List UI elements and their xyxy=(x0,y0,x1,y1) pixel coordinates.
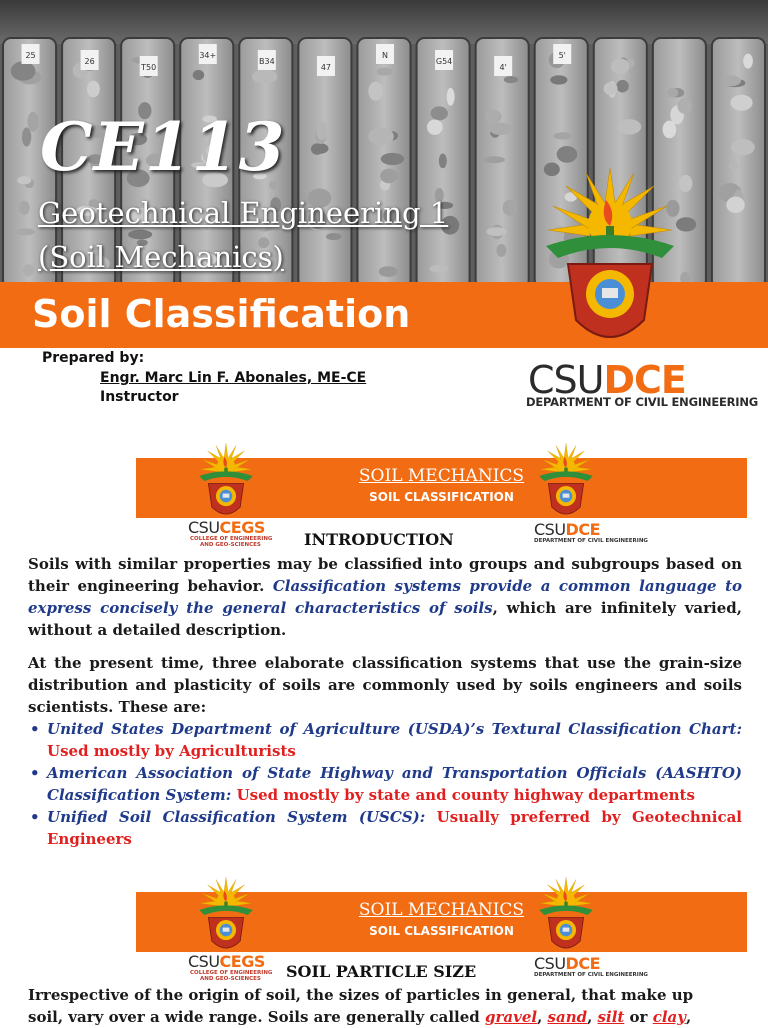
sample-tag-label: G54 xyxy=(435,57,453,66)
soil-particle-size-heading: SOIL PARTICLE SIZE xyxy=(286,962,477,981)
system-name: American Association of State Highway and Transportation Officials (AASHTO) Classification System: xyxy=(47,764,742,804)
cover-slide xyxy=(0,0,768,440)
system-usage: Used mostly by Agriculturists xyxy=(47,742,296,760)
soil-clod xyxy=(677,98,691,114)
slide2-dce-caption: DEPARTMENT OF CIVIL ENGINEERING xyxy=(534,972,648,978)
soil-clod xyxy=(439,154,447,169)
soil-clod xyxy=(667,88,678,98)
slide1-header-title: SOIL MECHANICS xyxy=(358,466,525,486)
slide2-cegs-caption-1: COLLEGE OF ENGINEERING xyxy=(190,970,273,976)
intro-text-c: , which are infinitely varied, without a detailed description. xyxy=(28,599,742,639)
slide2-cegs-caption-2: AND GEO-SCIENCES xyxy=(200,976,261,982)
soil-clod xyxy=(381,153,405,165)
sample-tag-label: 5' xyxy=(558,51,566,60)
soil-clod xyxy=(722,76,741,87)
sand-term: sand xyxy=(547,1008,588,1026)
slide2-csudce-logo xyxy=(534,954,600,973)
soil-clod xyxy=(550,75,567,84)
slide1-dce-caption: DEPARTMENT OF CIVIL ENGINEERING xyxy=(534,538,648,544)
slide1-cegs-caption-2: AND GEO-SCIENCES xyxy=(200,542,261,548)
particle-size-line2 xyxy=(28,1006,742,1028)
classification-systems-list xyxy=(28,718,742,850)
clay-term: clay xyxy=(652,1008,686,1026)
dce-text: DCE xyxy=(565,520,600,539)
slide1-csucegs-logo xyxy=(188,518,265,537)
sample-tag-label: 47 xyxy=(320,63,332,72)
sample-tag-label: 4' xyxy=(499,63,507,72)
sample-tag-label: 34+ xyxy=(199,51,217,60)
dce-text: DCE xyxy=(565,954,600,973)
intro-text-a: Soils with similar properties may be classified into groups and subgroups based on their engineering behavior. xyxy=(28,555,742,595)
comma: , xyxy=(587,1008,598,1026)
soil-clod xyxy=(726,197,744,214)
bullet-dot: • xyxy=(30,764,40,782)
sample-tag-label: B34 xyxy=(259,57,275,66)
soil-clod xyxy=(611,59,629,75)
sample-tag-label: 25 xyxy=(25,51,36,60)
classification-system-item xyxy=(28,762,742,806)
slide2-right-emblem-icon xyxy=(536,874,596,956)
soil-clod xyxy=(380,169,397,184)
csu-text: CSU xyxy=(534,520,566,539)
prepared-label: Prepared by: xyxy=(42,350,145,366)
system-name: United States Department of Agriculture (USDA)’s Textural Classification Chart: xyxy=(47,720,742,738)
soil-clod xyxy=(311,143,323,154)
course-subtitle-line2: (Soil Mechanics) xyxy=(38,240,284,274)
gravel-term: gravel xyxy=(485,1008,538,1026)
department-name: DEPARTMENT OF CIVIL ENGINEERING xyxy=(526,395,759,409)
cegs-text: CEGS xyxy=(219,952,265,971)
soil-clod xyxy=(377,67,393,75)
csu-logo-text: CSU xyxy=(528,358,604,402)
sample-tag-label: T50 xyxy=(141,63,157,72)
sample-tag-label: N xyxy=(382,51,388,60)
course-code: CE113 xyxy=(40,108,286,186)
csu-text: CSU xyxy=(188,952,220,971)
slide2-header-subtitle: SOIL CLASSIFICATION xyxy=(369,924,514,938)
soil-clod xyxy=(679,175,692,192)
classification-system-item xyxy=(28,718,742,762)
soil-clod xyxy=(17,176,31,184)
slide1-left-emblem-icon xyxy=(196,440,256,522)
slide2-header-title: SOIL MECHANICS xyxy=(358,900,525,920)
course-subtitle-line1: Geotechnical Engineering 1 xyxy=(38,196,449,230)
system-usage: Usually preferred by Geotechnical Engineers xyxy=(47,808,742,848)
soil-clod xyxy=(486,227,506,236)
soil-clod xyxy=(317,121,328,140)
slide1-header-subtitle: SOIL CLASSIFICATION xyxy=(369,490,514,504)
system-name: Unified Soil Classification System (USCS): xyxy=(47,808,437,826)
soil-clod xyxy=(368,128,394,145)
soil-clod xyxy=(430,265,449,273)
soil-clod xyxy=(15,228,35,235)
soil-clod xyxy=(729,162,738,170)
soil-clod xyxy=(368,82,383,101)
comma: , xyxy=(685,1008,692,1026)
soil-clod xyxy=(11,61,36,81)
slide1-csudce-logo xyxy=(534,520,600,539)
soil-clod xyxy=(19,201,30,215)
author-role: Instructor xyxy=(100,389,179,405)
soil-clod xyxy=(379,266,398,277)
soil-clod xyxy=(743,54,753,69)
soil-clod xyxy=(193,70,204,80)
soil-clod xyxy=(617,119,641,134)
dce-logo-text: DCE xyxy=(603,358,686,402)
soil-clod xyxy=(731,139,755,155)
particle-size-line1: Irrespective of the origin of soil, the sizes of particles in general, that make up xyxy=(28,986,694,1004)
or-text: or xyxy=(624,1008,653,1026)
classification-system-item xyxy=(28,806,742,850)
slide1-cegs-caption-1: COLLEGE OF ENGINEERING xyxy=(190,536,273,542)
soil-clod xyxy=(427,119,443,134)
intro-paragraph xyxy=(28,553,742,641)
slide2-left-emblem-icon xyxy=(196,874,256,956)
cegs-text: CEGS xyxy=(219,518,265,537)
author-name: Engr. Marc Lin F. Abonales, ME-CE xyxy=(100,370,367,386)
soil-clod xyxy=(447,88,455,106)
csu-text: CSU xyxy=(534,954,566,973)
soil-clod xyxy=(128,230,152,240)
topic-title: Soil Classification xyxy=(32,292,411,336)
slide2-csucegs-logo xyxy=(188,952,265,971)
soil-clod xyxy=(483,156,505,163)
sample-tag-label: 26 xyxy=(84,57,95,66)
soil-clod xyxy=(616,80,629,93)
soil-clod xyxy=(87,81,100,98)
soil-clod xyxy=(504,76,518,83)
soil-clod xyxy=(730,95,752,111)
soil-clod xyxy=(22,128,31,147)
bullet-dot: • xyxy=(30,808,40,826)
line2-text: soil, vary over a wide range. Soils are generally called xyxy=(28,1008,485,1026)
silt-term: silt xyxy=(597,1008,625,1026)
soil-clod xyxy=(431,106,448,120)
soil-clod xyxy=(23,264,34,276)
soil-clod xyxy=(496,244,506,257)
systems-paragraph: At the present time, three elaborate classification systems that use the grain-size distribution and plasticity of soils are commonly used by soils engineers and soils scientists. These are: xyxy=(28,654,742,716)
soil-clod xyxy=(553,132,572,139)
csu-text: CSU xyxy=(188,518,220,537)
introduction-heading: INTRODUCTION xyxy=(304,530,454,549)
soil-clod xyxy=(503,200,517,216)
core-sample-tube xyxy=(712,38,765,282)
csu-emblem-logo xyxy=(540,160,680,356)
slide1-right-emblem-icon xyxy=(536,440,596,522)
comma: , xyxy=(537,1008,548,1026)
bullet-dot: • xyxy=(30,720,40,738)
soil-clod xyxy=(489,123,512,135)
soil-clod xyxy=(604,82,618,95)
soil-clod xyxy=(663,121,677,139)
soil-clod xyxy=(485,110,502,123)
soil-clod xyxy=(27,112,38,132)
system-usage: Used mostly by state and county highway departments xyxy=(236,786,695,804)
intro-text-emphasis: Classification systems provide a common language to express concisely the general characteristics of soils xyxy=(28,577,742,617)
soil-clod xyxy=(326,233,341,240)
